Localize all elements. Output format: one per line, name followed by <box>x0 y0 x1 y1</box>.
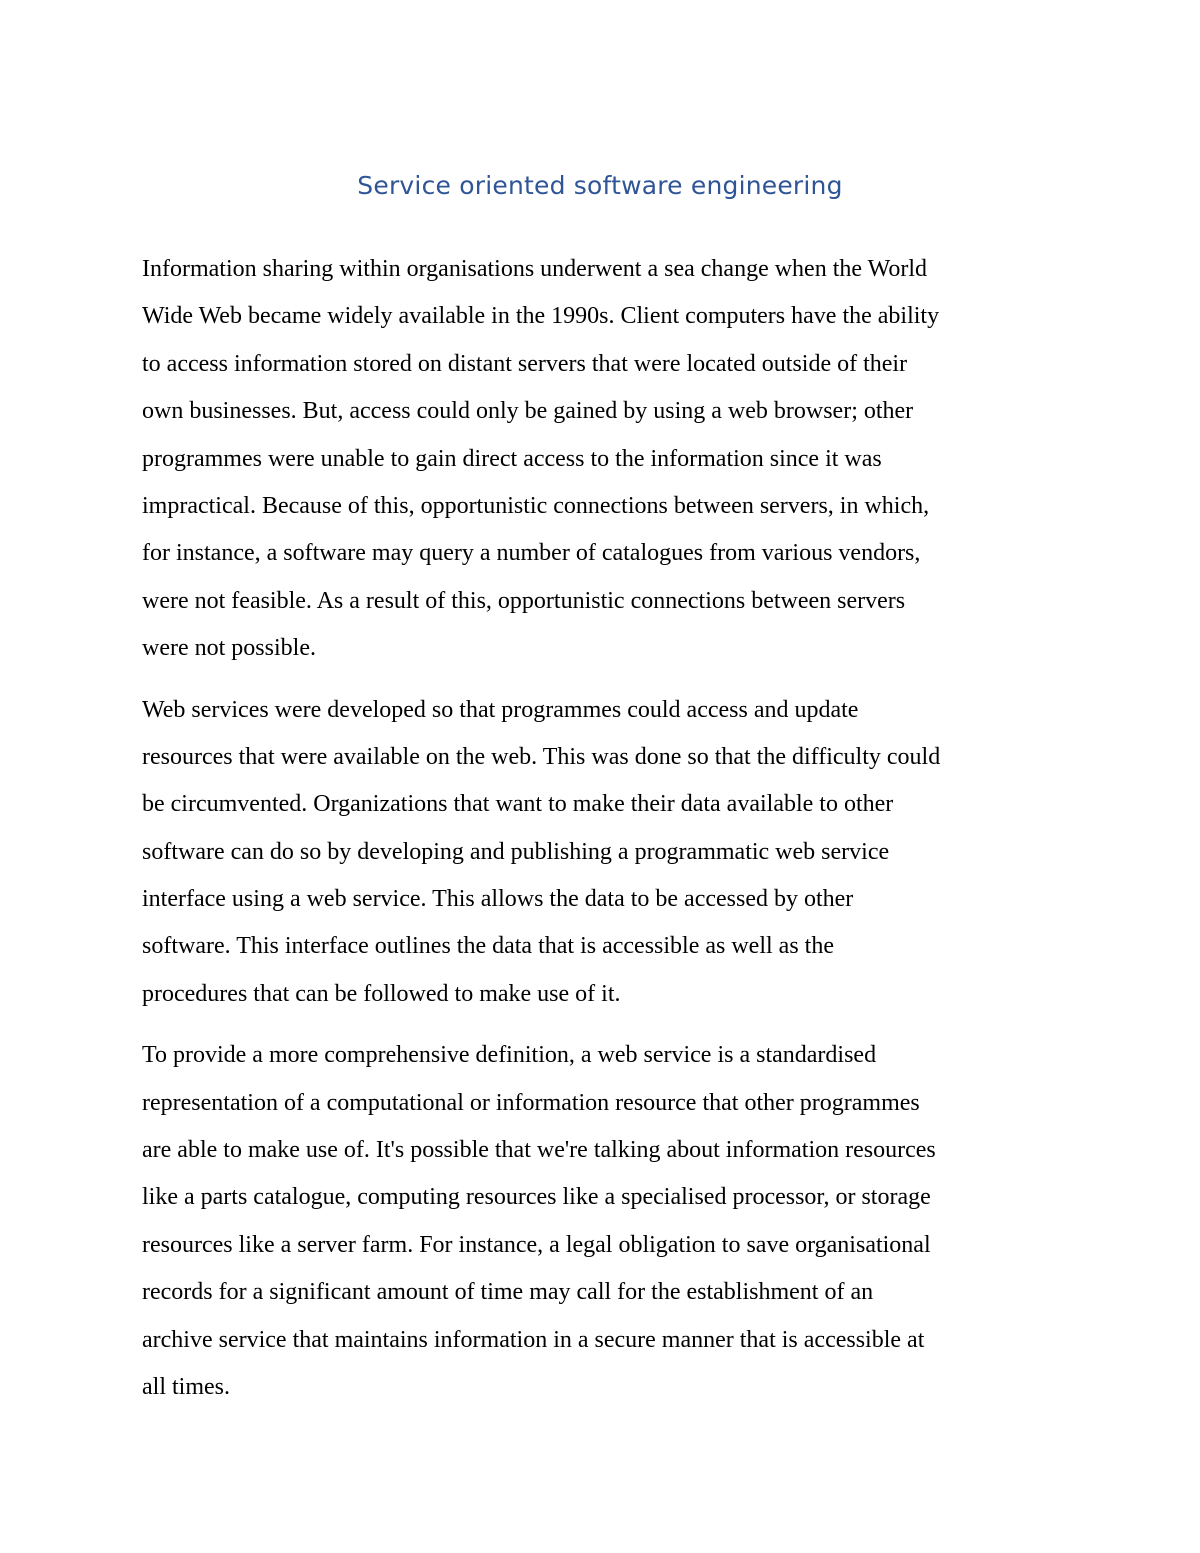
paragraph-3 <box>142 1032 1060 1411</box>
document-body <box>142 246 1060 1425</box>
text-line: are able to make use of. It's possible that we're talking about information resources <box>142 1137 936 1164</box>
text-line: impractical. Because of this, opportunistic connections between servers, in which, <box>142 492 930 519</box>
text-line: software can do so by developing and publishing a programmatic web service <box>142 838 890 865</box>
text-line: to access information stored on distant servers that were located outside of their <box>142 350 908 377</box>
text-line: resources like a server farm. For instance, a legal obligation to save organisational <box>142 1231 931 1258</box>
text-line: Web services were developed so that programmes could access and update <box>142 696 859 723</box>
text-line: resources that were available on the web. This was done so that the difficulty could <box>142 743 941 770</box>
text-line: were not possible. <box>142 635 316 662</box>
text-line: be circumvented. Organizations that want to make their data available to other <box>142 791 894 818</box>
text-line: software. This interface outlines the data that is accessible as well as the <box>142 933 834 960</box>
text-line: programmes were unable to gain direct access to the information since it was <box>142 445 882 472</box>
text-line: representation of a computational or information resource that other programmes <box>142 1089 920 1116</box>
text-line: Information sharing within organisations underwent a sea change when the World <box>142 256 927 282</box>
paragraph-2 <box>142 687 1060 1019</box>
text-line: like a parts catalogue, computing resources like a specialised processor, or storage <box>142 1184 931 1211</box>
text-line: own businesses. But, access could only be gained by using a web browser; other <box>142 398 914 425</box>
paragraph-1 <box>142 246 1060 673</box>
text-line: archive service that maintains information in a secure manner that is accessible at <box>142 1326 925 1353</box>
text-line: Wide Web became widely available in the 1990s. Client computers have the ability <box>142 303 940 330</box>
text-line: for instance, a software may query a number of catalogues from various vendors, <box>142 540 921 567</box>
text-line: To provide a more comprehensive definition, a web service is a standardised <box>142 1042 877 1069</box>
text-line: procedures that can be followed to make use of it. <box>142 980 621 1007</box>
text-line: records for a significant amount of time may call for the establishment of an <box>142 1279 874 1306</box>
document-title: Service oriented software engineering <box>357 171 843 200</box>
text-line: interface using a web service. This allows the data to be accessed by other <box>142 886 854 913</box>
text-line: were not feasible. As a result of this, opportunistic connections between servers <box>142 587 906 614</box>
text-line: all times. <box>142 1373 230 1400</box>
